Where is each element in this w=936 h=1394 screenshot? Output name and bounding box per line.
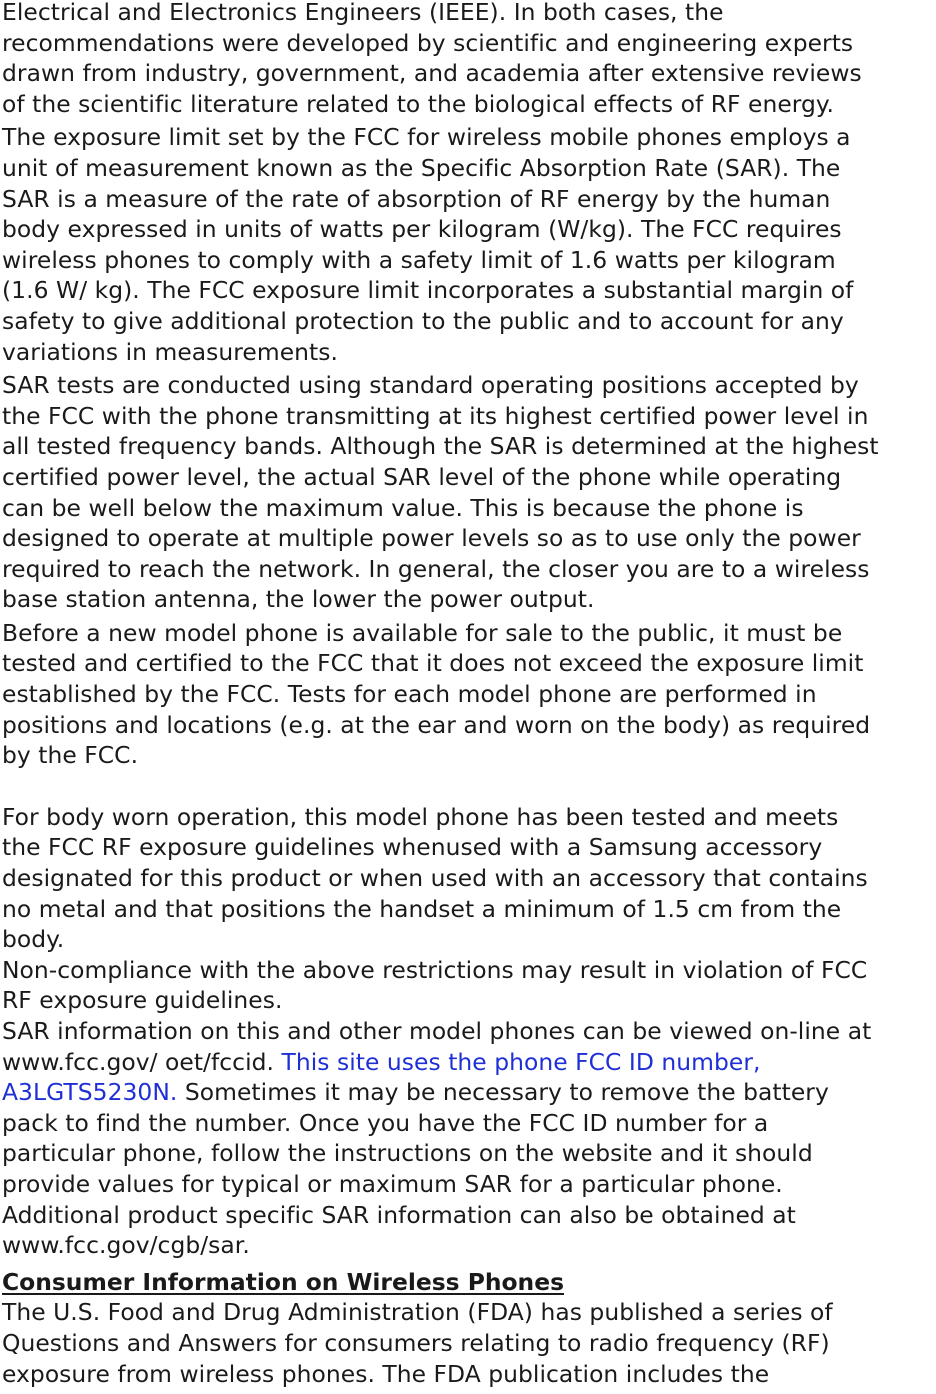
text-line: (1.6 W/ kg). The FCC exposure limit incorporates a substantial margin of [2,276,854,305]
text-line: drawn from industry, government, and academia after extensive reviews [2,59,862,88]
text-line: designated for this product or when used with an accessory that contains [2,864,868,893]
text-line: Electrical and Electronics Engineers (IEEE). In both cases, the [2,0,724,26]
text-line: unit of measurement known as the Specific Absorption Rate (SAR). The [2,153,841,182]
text-line: www.fcc.gov/cgb/sar. [2,1231,250,1260]
text-line: the FCC RF exposure guidelines whenused with a Samsung accessory [2,833,823,862]
text-line: Questions and Answers for consumers relating to radio frequency (RF) [2,1328,830,1357]
text-line: tested and certified to the FCC that it does not exceed the exposure limit [2,649,864,678]
text-line: no metal and that positions the handset a minimum of 1.5 cm from the [2,894,842,923]
section-heading: Consumer Information on Wireless Phones [2,1267,564,1296]
paragraph-fda [2,1297,936,1389]
text-line [2,1077,936,1108]
text-line: pack to find the number. Once you have the FCC ID number for a [2,1108,769,1137]
battery-note-text: Sometimes it may be necessary to remove the battery [177,1078,829,1107]
paragraph-intro-tail [2,0,936,119]
text-line: For body worn operation, this model phone has been tested and meets [2,802,839,831]
document-page [2,0,936,1389]
text-line: of the scientific literature related to the biological effects of RF energy. [2,89,834,118]
text-line: exposure from wireless phones. The FDA publication includes the [2,1359,770,1388]
text-line: required to reach the network. In general, the closer you are to a wireless [2,554,870,583]
text-line: wireless phones to comply with a safety limit of 1.6 watts per kilogram [2,245,836,274]
text-line: body expressed in units of watts per kilogram (W/kg). The FCC requires [2,215,842,244]
text-line: positions and locations (e.g. at the ear and worn on the body) as required [2,710,871,739]
text-line: provide values for typical or maximum SAR for a particular phone. [2,1169,783,1198]
paragraph-sar-tests [2,370,936,615]
text-line: SAR is a measure of the rate of absorption of RF energy by the human [2,184,831,213]
paragraph-body-worn [2,802,936,955]
fcc-url-text: www.fcc.gov/ oet/fccid. [2,1047,282,1076]
text-line: The U.S. Food and Drug Administration (FDA) has published a series of [2,1298,833,1327]
text-line: SAR tests are conducted using standard operating positions accepted by [2,371,859,400]
paragraph-certification [2,618,936,771]
paragraph-sar-definition [2,122,936,367]
paragraph-sar-info [2,1016,936,1261]
text-line: recommendations were developed by scientific and engineering experts [2,28,854,57]
text-line: can be well below the maximum value. This is because the phone is [2,493,804,522]
text-line: The exposure limit set by the FCC for wireless mobile phones employs a [2,123,851,152]
text-line [2,1047,936,1078]
text-line: SAR information on this and other model phones can be viewed on-line at [2,1017,872,1045]
text-line: safety to give additional protection to the public and to account for any [2,306,844,335]
text-line: particular phone, follow the instructions on the website and it should [2,1139,813,1168]
text-line: the FCC with the phone transmitting at its highest certified power level in [2,401,869,430]
text-line: by the FCC. [2,741,139,770]
paragraph-non-compliance [2,955,936,1016]
text-line: base station antenna, the lower the power output. [2,585,595,614]
text-line: all tested frequency bands. Although the SAR is determined at the highest [2,432,879,461]
text-line: Additional product specific SAR information can also be obtained at [2,1200,796,1229]
text-line: certified power level, the actual SAR level of the phone while operating [2,462,842,491]
fcc-id-number-link[interactable]: A3LGTS5230N. [2,1078,178,1107]
text-line: established by the FCC. Tests for each model phone are performed in [2,680,817,709]
text-line: RF exposure guidelines. [2,986,283,1015]
text-line: Before a new model phone is available for sale to the public, it must be [2,618,843,647]
fcc-id-note-link[interactable]: This site uses the phone FCC ID number, [281,1047,761,1076]
text-line: variations in measurements. [2,337,338,366]
text-line: Non-compliance with the above restrictions may result in violation of FCC [2,955,868,984]
text-line: body. [2,925,65,954]
text-line: designed to operate at multiple power levels so as to use only the power [2,524,861,553]
